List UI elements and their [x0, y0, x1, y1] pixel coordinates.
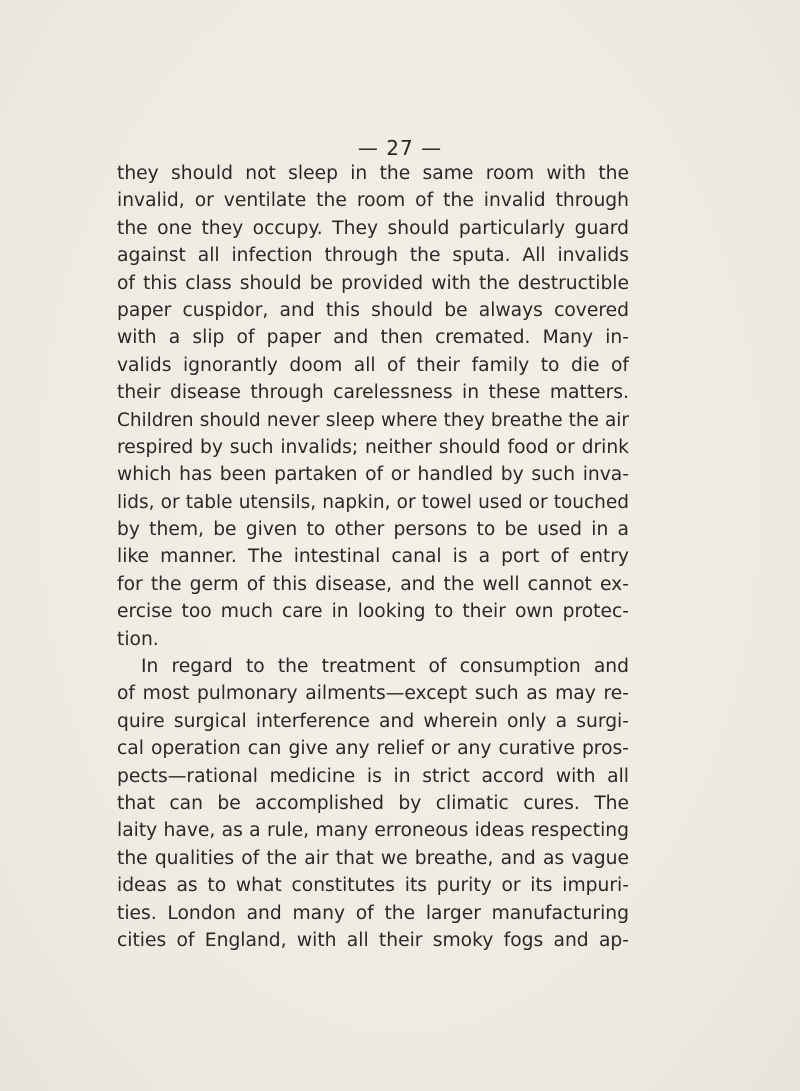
- text-line: cities of England, with all their smoky fogs and ap-: [117, 929, 629, 951]
- text-line: which has been partaken of or handled by such inva-: [117, 464, 629, 486]
- text-line: against all infection through the sputa. All invalids: [117, 245, 629, 267]
- text-line: valids ignorantly doom all of their family to die of: [117, 354, 629, 376]
- text-line: invalid, or ventilate the room of the invalid through: [117, 190, 629, 212]
- page-number: — 27 —: [357, 136, 443, 160]
- text-line: with a slip of paper and then cremated. Many in-: [117, 327, 629, 349]
- text-line: quire surgical interference and wherein only a surgi-: [117, 710, 629, 732]
- text-line: ercise too much care in looking to their own protec-: [117, 601, 629, 623]
- text-line: of most pulmonary ailments—except such as may re-: [117, 683, 629, 705]
- text-line: pects—rational medicine is in strict accord with all: [117, 765, 629, 787]
- text-line: Children should never sleep where they breathe the air: [117, 409, 629, 431]
- text-line: their disease through carelessness in these matters.: [117, 382, 629, 404]
- text-line: ideas as to what constitutes its purity or its impuri-: [117, 875, 629, 897]
- text-line: lids, or table utensils, napkin, or towel used or touched: [117, 491, 629, 513]
- text-line: In regard to the treatment of consumption and: [141, 656, 629, 678]
- text-line: that can be accomplished by climatic cures. The: [117, 792, 629, 814]
- text-line: for the germ of this disease, and the well cannot ex-: [117, 573, 629, 595]
- text-line: by them, be given to other persons to be used in a: [117, 519, 629, 541]
- text-line: like manner. The intestinal canal is a port of entry: [117, 546, 629, 568]
- text-line: the qualities of the air that we breathe, and as vague: [117, 847, 629, 869]
- text-line: of this class should be provided with the destructible: [117, 272, 629, 294]
- text-line: tion.: [117, 628, 159, 650]
- text-line: ties. London and many of the larger manufacturing: [117, 902, 629, 924]
- text-line: paper cuspidor, and this should be always covered: [117, 299, 629, 321]
- text-line: cal operation can give any relief or any curative pros-: [117, 738, 629, 760]
- text-line: the one they occupy. They should particularly guard: [117, 217, 629, 239]
- body-text: [117, 160, 629, 954]
- text-line: laity have, as a rule, many erroneous ideas respecting: [117, 820, 629, 842]
- text-line: respired by such invalids; neither should food or drink: [117, 436, 629, 458]
- text-line: they should not sleep in the same room with the: [117, 163, 629, 184]
